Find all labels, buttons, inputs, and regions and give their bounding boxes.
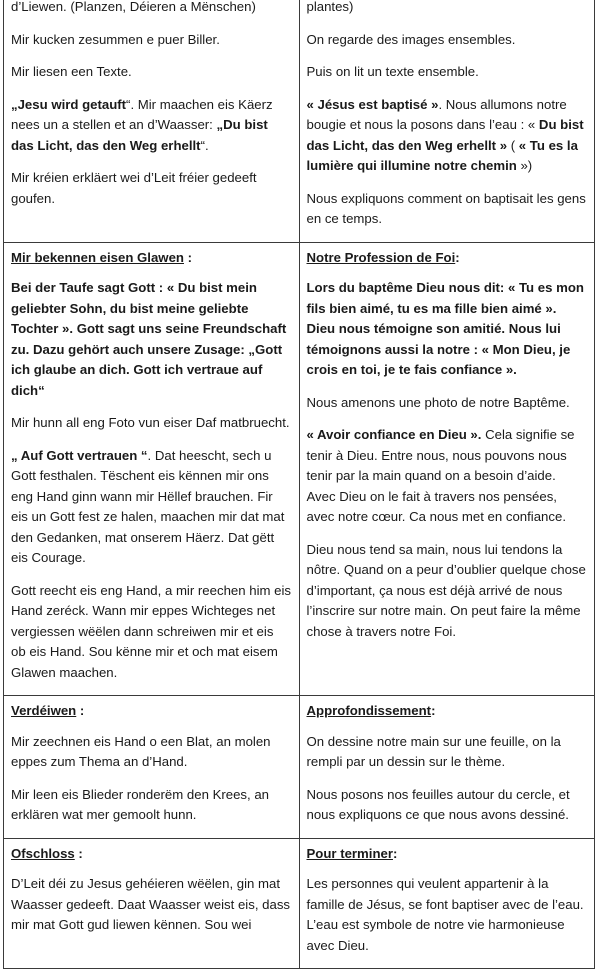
paragraph: Nous amenons une photo de notre Baptême. <box>306 394 570 410</box>
paragraph <box>307 425 588 528</box>
cell-french <box>299 0 595 242</box>
text: . Dat heescht, sech u Gott festhalen. Tëschent eis kënnen mir ons eng Hand ginn wann mir Hëllef brauchen. Fir eis un Gott fest ze halen, maachen mir dat mat den Gedanken, mat onserem Häerz. Dat gëtt eis Courage. <box>11 447 285 565</box>
text: ») <box>516 158 533 173</box>
heading-suffix: : <box>431 703 436 718</box>
paragraph: Gott reecht eis eng Hand, a mir reechen him eis Hand zeréck. Wann mir eppes Wichteges net vergiessen wëëlen dann schreiwen mir et eis ob eis Hand. Sou kënne mir et och mat eisem Glawen maachen. <box>11 582 292 680</box>
text: “. <box>200 137 209 153</box>
heading-suffix: : <box>392 845 398 861</box>
cell-luxembourgish <box>4 838 300 969</box>
table-row <box>4 696 595 839</box>
paragraph: Nous posons nos feuilles autour du cercle, et nous expliquons ce que nous avons dessiné. <box>306 786 570 822</box>
heading-text: Mir bekennen eisen Glawen <box>11 249 184 265</box>
paragraph: Bei der Taufe sagt Gott : « Du bist mein geliebter Sohn, du bist meine geliebte Tochter ». Gott sagt uns seine Freundschaft zu. Dazu gehört auch unsere Zusage: „Gott ich glaube an dich. Gott ich vertraue auf dich“ <box>11 280 287 398</box>
heading-text: Pour terminer <box>306 845 393 861</box>
paragraph: Les personnes qui veulent appartenir à la famille de Jésus, se font baptiser avec de l’eau. L’eau est symbole de notre vie harmonieuse avec Dieu. <box>306 876 584 953</box>
paragraph: Dieu nous tend sa main, nous lui tendons la nôtre. Quand on a peur d’oublier quelque chose d’important, ça nous est déjà arrivé de nous l’inscrire sur notre main. On peut faire la même chose à travers notre Foi. <box>306 541 586 639</box>
paragraph <box>11 446 292 569</box>
cell-french <box>299 696 595 839</box>
section-heading <box>307 248 588 269</box>
paragraph: Mir kréien erkläert wei d’Leit fréier gedeeft goufen. <box>11 170 257 206</box>
paragraph <box>307 95 588 177</box>
heading-suffix: : <box>74 845 83 861</box>
section-heading <box>307 701 588 722</box>
paragraph: plantes) <box>306 0 354 14</box>
cell-french <box>299 242 595 696</box>
section-heading <box>307 844 588 865</box>
paragraph: Mir liesen een Texte. <box>11 64 132 79</box>
table-row <box>4 0 595 242</box>
text: “. Mir maachen eis Käerz nees un a stellen et an d’Waasser: <box>11 96 273 132</box>
paragraph: Lors du baptême Dieu nous dit: « Tu es mon fils bien aimé, tu es ma fille bien aimé ». Dieu nous témoigne son amitié. Nous lui témoignons aussi la notre : « Mon Dieu, je crois en toi, je te fais confiance ». <box>306 280 584 377</box>
paragraph <box>11 95 292 157</box>
paragraph: On regarde des images ensembles. <box>306 31 516 47</box>
heading-suffix: : <box>76 703 85 718</box>
bold-text: „ Auf Gott vertrauen “ <box>11 447 148 463</box>
heading-text: Verdéiwen <box>11 703 77 718</box>
paragraph: D’Leit déi zu Jesus gehéieren wëëlen, gin mat Waasser gedeeft. Daat Waasser weist eis, dass mir mat Gott gud liewen kënnen. Sou wei <box>11 876 291 932</box>
text: Cela signifie se tenir à Dieu. Entre nous, nous pouvons nous tenir par la main quand on a besoin d’aide. Avec Dieu on le fait à travers nos pensées, avec notre cœur. Ca nous met en confiance. <box>306 427 575 524</box>
cell-luxembourgish <box>4 0 300 242</box>
table-row <box>4 242 595 696</box>
bold-text: „Du bist das Licht, das den Weg erhellt <box>11 117 268 153</box>
paragraph: d’Liewen. (Planzen, Déieren a Mënschen) <box>11 0 256 14</box>
bilingual-lesson-table <box>3 0 595 969</box>
bold-text: „Jesu wird getauft <box>11 96 127 112</box>
paragraph: Puis on lit un texte ensemble. <box>306 64 479 79</box>
bold-text: « Tu es la lumière qui illumine notre chemin <box>306 137 578 173</box>
bold-text: « Avoir confiance en Dieu ». <box>306 427 482 442</box>
bold-text: Du bist das Licht, das den Weg erhellt » <box>306 117 584 153</box>
section-heading <box>11 248 292 269</box>
bold-text: « Jésus est baptisé » <box>306 96 439 112</box>
section-heading <box>11 844 292 865</box>
heading-text: Notre Profession de Foi <box>306 249 456 265</box>
paragraph: Mir zeechnen eis Hand o een Blat, an molen eppes zum Thema an d’Hand. <box>11 733 271 769</box>
heading-text: Ofschloss <box>11 845 75 861</box>
heading-suffix: : <box>183 249 193 265</box>
paragraph: On dessine notre main sur une feuille, on la rempli par un dessin sur le thème. <box>306 733 561 769</box>
text: . Nous allumons notre bougie et nous la posons dans l’eau : « <box>306 96 567 132</box>
cell-luxembourgish <box>4 696 300 839</box>
cell-luxembourgish <box>4 242 300 696</box>
paragraph: Mir hunn all eng Foto vun eiser Daf matbruecht. <box>11 415 290 430</box>
text: ( <box>507 137 519 153</box>
cell-french <box>299 838 595 969</box>
section-heading <box>11 701 292 722</box>
paragraph: Nous expliquons comment on baptisait les gens en ce temps. <box>306 190 586 226</box>
heading-suffix: : <box>455 249 460 265</box>
heading-text: Approfondissement <box>306 703 432 718</box>
paragraph: Mir kucken zesummen e puer Biller. <box>11 31 220 47</box>
paragraph: Mir leen eis Blieder ronderëm den Krees, an erklären wat mer gemoolt hunn. <box>11 786 270 822</box>
table-row <box>4 838 595 969</box>
